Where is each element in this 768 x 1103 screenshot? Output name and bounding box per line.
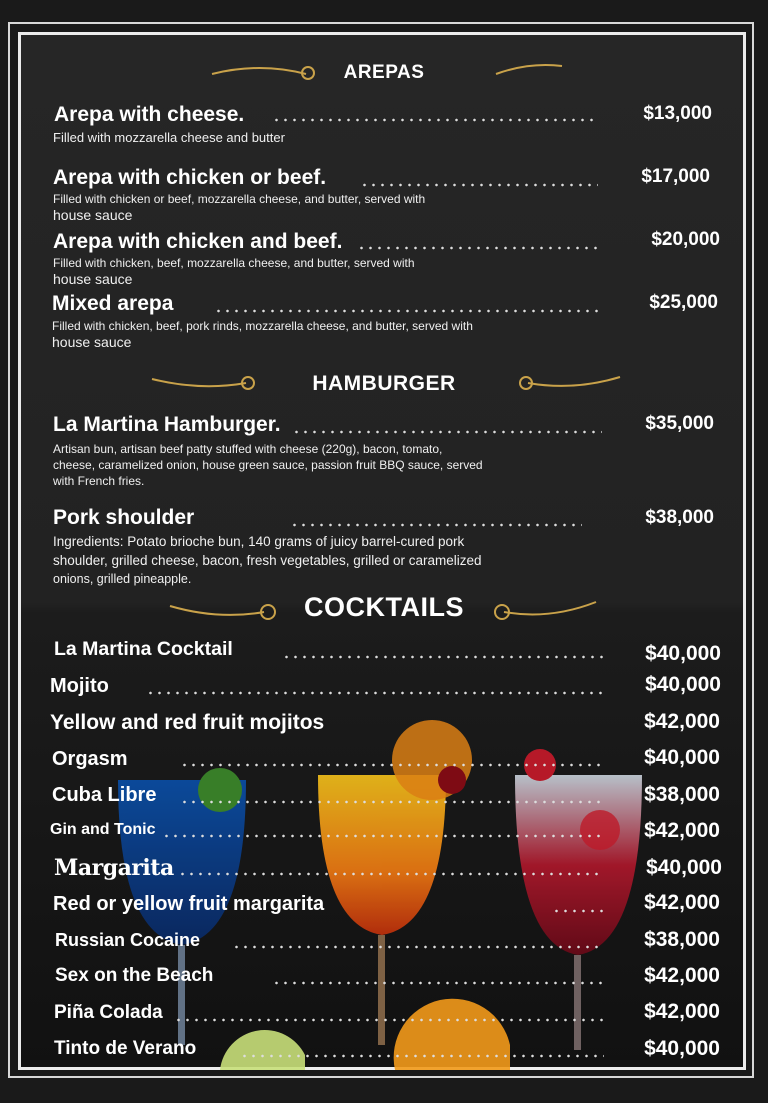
dot-leader xyxy=(360,183,598,187)
item-name: Arepa with chicken or beef. xyxy=(53,166,327,189)
dot-leader xyxy=(552,909,604,913)
item-description: Filled with chicken or beef, mozzarella cheese, and butter, served with house sauce xyxy=(53,192,426,223)
cocktail-name: Gin and Tonic xyxy=(50,821,156,838)
cocktail-name: Russian Cocaine xyxy=(55,930,201,950)
cocktail-name: Sex on the Beach xyxy=(55,965,214,986)
cocktail-price: $42,000 xyxy=(644,964,720,987)
section-title-hamburger: HAMBURGER xyxy=(312,372,456,395)
cocktail-price: $42,000 xyxy=(644,710,720,733)
section-title-arepas: AREPAS xyxy=(343,62,425,83)
cocktail-price: $38,000 xyxy=(644,928,720,951)
dot-leader xyxy=(174,1018,604,1022)
cocktail-price: $40,000 xyxy=(644,1037,720,1060)
item-name: Arepa with chicken and beef. xyxy=(53,230,343,253)
dot-leader xyxy=(214,309,604,313)
item-description: Ingredients: Potato brioche bun, 140 grams of juicy barrel-cured pork shoulder, grilled cheese, bacon, fresh vegetables, grilled or caramelized onions, grilled pineapple. xyxy=(53,534,482,586)
cocktail-price: $40,000 xyxy=(645,642,721,665)
cocktail-name: Red or yellow fruit margarita xyxy=(53,893,325,915)
item-description: Filled with chicken, beef, mozzarella cheese, and butter, served with house sauce xyxy=(53,256,415,287)
cocktail-price: $40,000 xyxy=(646,856,722,879)
dot-leader xyxy=(180,800,604,804)
cocktail-name: Piña Colada xyxy=(54,1002,163,1023)
cocktail-price: $42,000 xyxy=(644,891,720,914)
dot-leader xyxy=(282,655,604,659)
cocktail-name: Orgasm xyxy=(52,748,128,770)
dot-leader xyxy=(146,691,604,695)
cocktail-name: La Martina Cocktail xyxy=(54,638,233,660)
dot-leader xyxy=(180,763,604,767)
dot-leader xyxy=(272,981,604,985)
item-name: Arepa with cheese. xyxy=(54,103,245,126)
cocktail-name: Tinto de Verano xyxy=(54,1038,197,1059)
dot-leader xyxy=(178,872,604,876)
item-price: $25,000 xyxy=(649,292,718,313)
cocktail-name: Cuba Libre xyxy=(52,784,157,806)
cocktail-price: $40,000 xyxy=(645,673,721,696)
item-name: Pork shoulder xyxy=(53,506,195,529)
cocktail-price: $42,000 xyxy=(644,1000,720,1023)
dot-leader xyxy=(272,118,598,122)
flourish-right-icon xyxy=(514,371,624,395)
dot-leader xyxy=(232,945,604,949)
item-price: $17,000 xyxy=(641,166,710,187)
dot-leader xyxy=(290,523,582,527)
cocktail-name: Margarita xyxy=(54,855,174,881)
section-title-cocktails: COCKTAILS xyxy=(304,592,464,622)
item-name: La Martina Hamburger. xyxy=(53,413,281,436)
cocktail-price: $42,000 xyxy=(644,819,720,842)
item-description: Filled with chicken, beef, pork rinds, mozzarella cheese, and butter, served with house sauce xyxy=(52,319,473,350)
item-price: $35,000 xyxy=(645,413,714,434)
cocktail-price: $40,000 xyxy=(644,746,720,769)
flourish-right-icon xyxy=(488,598,600,624)
dot-leader xyxy=(292,430,602,434)
cocktail-name: Yellow and red fruit mojitos xyxy=(50,711,325,734)
cocktail-price: $38,000 xyxy=(644,783,720,806)
flourish-right-icon xyxy=(494,62,564,78)
item-description: Filled with mozzarella cheese and butter xyxy=(53,130,285,145)
cocktail-name: Mojito xyxy=(50,675,109,697)
dot-leader xyxy=(240,1054,604,1058)
dot-leader xyxy=(162,834,604,838)
item-price: $20,000 xyxy=(651,229,720,250)
dot-leader xyxy=(357,246,598,250)
item-description: Artisan bun, artisan beef patty stuffed with cheese (220g), bacon, tomato, cheese, caramelized onion, house green sauce, passion fruit BBQ sauce, served with French fries. xyxy=(53,442,483,488)
item-price: $13,000 xyxy=(643,103,712,124)
item-name: Mixed arepa xyxy=(52,292,174,315)
item-price: $38,000 xyxy=(645,507,714,528)
